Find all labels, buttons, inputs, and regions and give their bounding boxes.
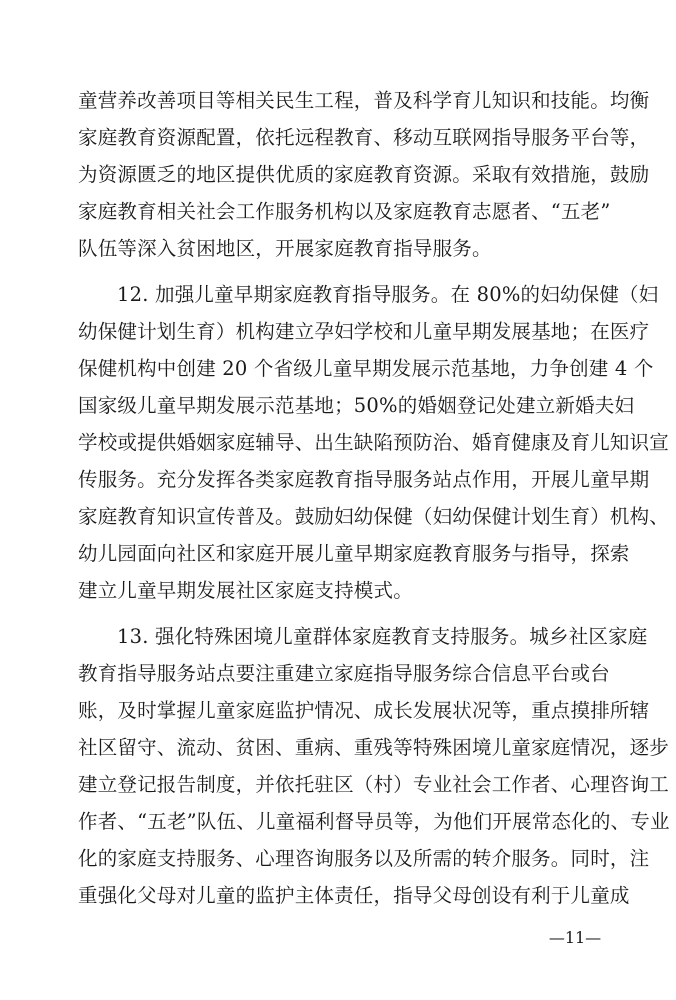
text-line: 建立儿童早期发展社区家庭支持模式。 bbox=[78, 579, 413, 602]
text-line: 教育指导服务站点要注重建立家庭指导服务综合信息平台或台 bbox=[78, 662, 610, 685]
text-line: 家庭教育资源配置，依托远程教育、移动互联网指导服务平台等， bbox=[78, 126, 650, 149]
text-line: 化的家庭支持服务、心理咨询服务以及所需的转介服务。同时，注 bbox=[78, 847, 650, 870]
text-line: 账，及时掌握儿童家庭监护情况、成长发展状况等，重点摸排所辖 bbox=[78, 699, 650, 722]
text-line: 童营养改善项目等相关民生工程，普及科学育儿知识和技能。均衡 bbox=[78, 89, 650, 112]
text-line: 幼儿园面向社区和家庭开展儿童早期家庭教育服务与指导，探索 bbox=[78, 542, 630, 565]
text-line: 传服务。充分发挥各类家庭教育指导服务站点作用，开展儿童早期 bbox=[78, 468, 650, 491]
text-line: 作者、“五老”队伍、儿童福利督导员等，为他们开展常态化的、专业 bbox=[78, 810, 670, 833]
section-12-first-line: 12. 加强儿童早期家庭教育指导服务。在 80%的妇幼保健（妇 bbox=[117, 283, 659, 306]
section-13-first-line: 13. 强化特殊困境儿童群体家庭教育支持服务。城乡社区家庭 bbox=[117, 625, 648, 648]
text-line: 学校或提供婚姻家庭辅导、出生缺陷预防治、婚育健康及育儿知识宣 bbox=[78, 431, 670, 454]
text-line: 队伍等深入贫困地区，开展家庭教育指导服务。 bbox=[78, 237, 492, 260]
text-line: 社区留守、流动、贫困、重病、重残等特殊困境儿童家庭情况，逐步 bbox=[78, 736, 670, 759]
text-line: 家庭教育知识宣传普及。鼓励妇幼保健（妇幼保健计划生育）机构、 bbox=[78, 505, 670, 528]
text-line: 幼保健计划生育）机构建立孕妇学校和儿童早期发展基地；在医疗 bbox=[78, 320, 650, 343]
text-line: 为资源匮乏的地区提供优质的家庭教育资源。采取有效措施，鼓励 bbox=[78, 163, 650, 186]
text-line: 重强化父母对儿童的监护主体责任，指导父母创设有利于儿童成 bbox=[78, 884, 630, 907]
page-number: —11— bbox=[548, 928, 602, 947]
text-line: 保健机构中创建 20 个省级儿童早期发展示范基地，力争创建 4 个 bbox=[78, 357, 654, 380]
text-line: 家庭教育相关社会工作服务机构以及家庭教育志愿者、“五老” bbox=[78, 200, 611, 223]
text-line: 国家级儿童早期发展示范基地；50%的婚姻登记处建立新婚夫妇 bbox=[78, 394, 635, 417]
text-line: 建立登记报告制度，并依托驻区（村）专业社会工作者、心理咨询工 bbox=[78, 773, 670, 796]
